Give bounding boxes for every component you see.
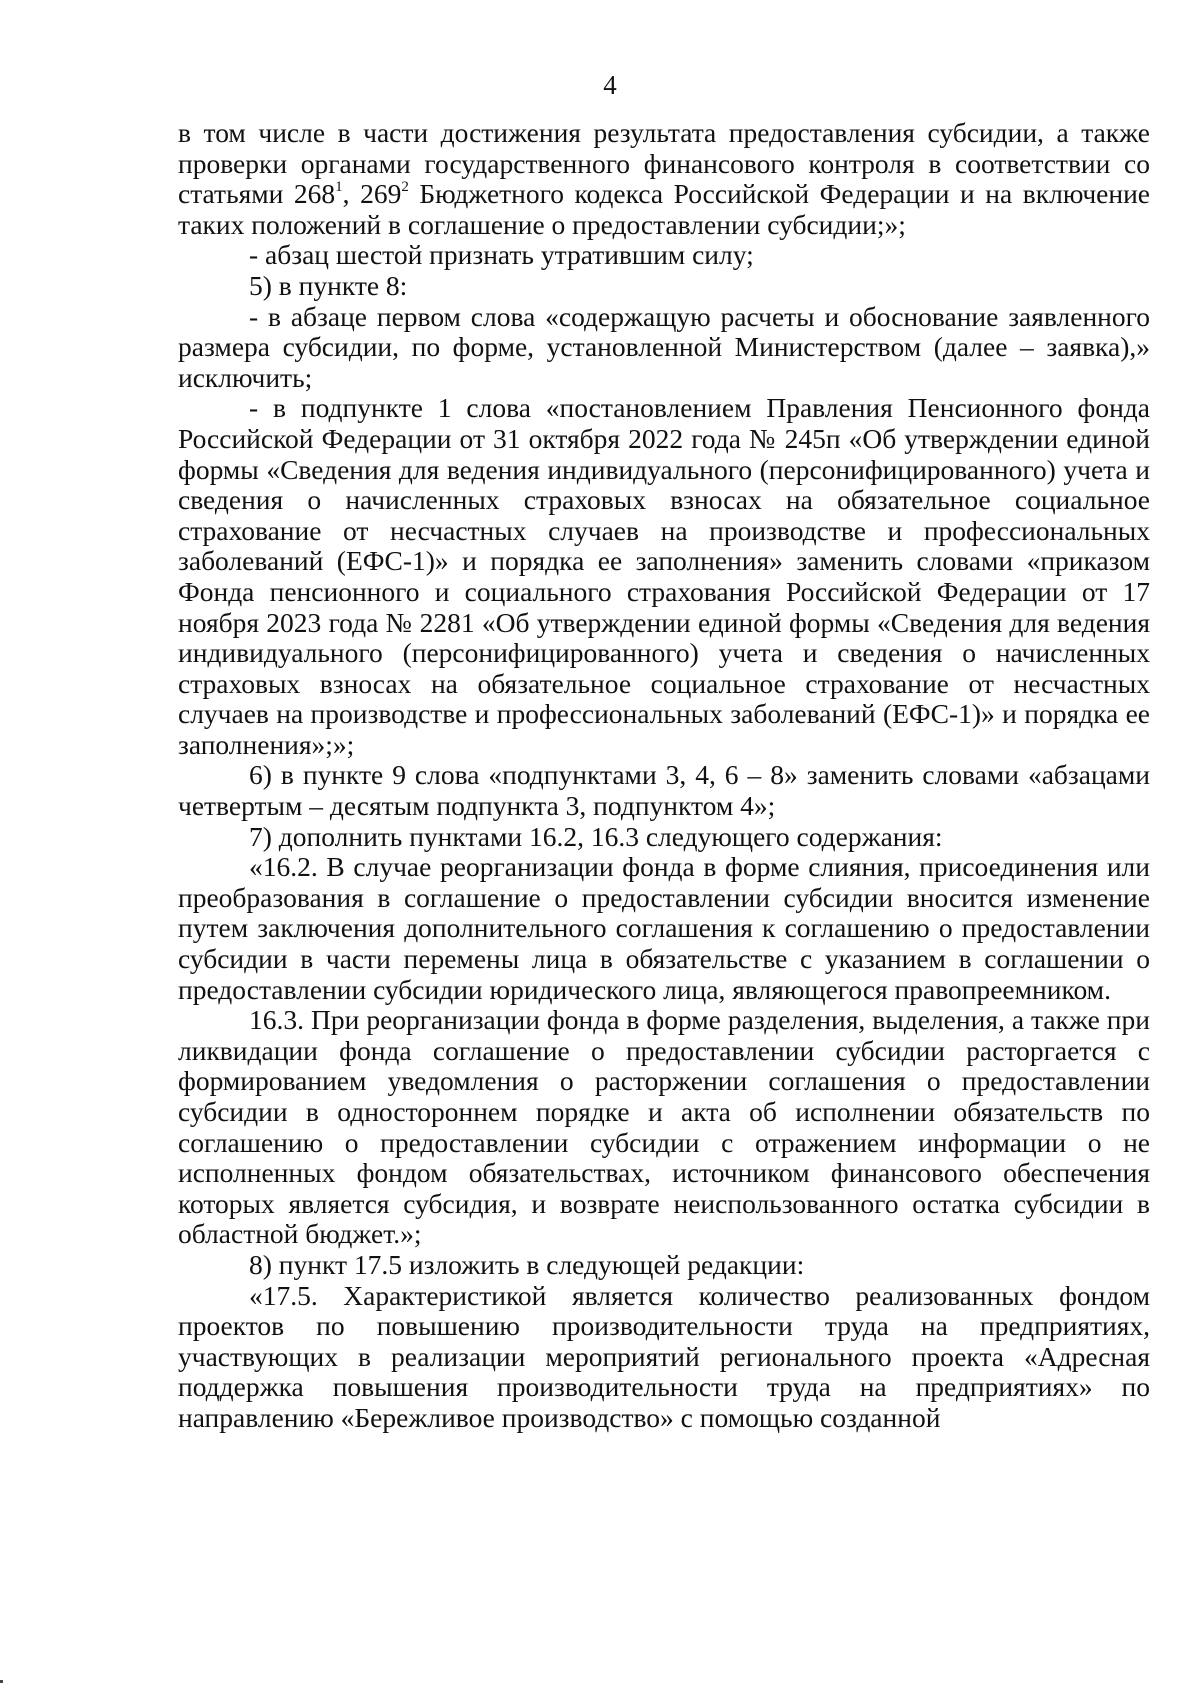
paragraph-abzac-perviy: - в абзаце первом слова «содержащую расчеты и обоснование заявленного размера субсидии, по форме, установленной Министерством (далее – заявка),» исключить; [178,300,1150,393]
paragraph-17-5: «17.5. Характеристикой является количество реализованных фондом проектов по повышению производительности труда на предприятиях, участвующих в реализации мероприятий регионального проекта «Адресная поддержка повышения производительности труда на предприятиях» по направлению «Бережливое производство» с помощью созданной [178,1279,1150,1433]
page-number: 4 [603,70,617,100]
paragraph-podpunkt-1: - в подпункте 1 слова «постановлением Правления Пенсионного фонда Российской Федерации от 31 октября 2022 года № 245п «Об утверждении единой формы «Сведения для ведения индивидуального (персонифицированного) учета и сведения о начисленных страховых взносах на обязательное социальное страхование от несчастных случаев на производстве и профессиональных заболеваний (ЕФС-1)» и порядка ее заполнения» заменить словами «приказом Фонда пенсионного и социального страхования Российской Федерации от 17 ноября 2023 года № 2281 «Об утверждении единой формы «Сведения для ведения индивидуального (персонифицированного) учета и сведения о начисленных страховых взносах на обязательное социальное страхование от несчастных случаев на производстве и профессиональных заболеваний (ЕФС-1)» и порядка ее заполнения»;»; [178,392,1150,760]
paragraph-punkt-7-addition: 7) дополнить пунктами 16.2, 16.3 следующего содержания: [249,820,943,852]
scan-artifact [0,1680,3,1683]
paragraph-16-2: «16.2. В случае реорганизации фонда в форме слияния, присоединения или преобразования в соглашение о предоставлении субсидии вносится изменение путем заключения дополнительного соглашения к соглашению о предоставлении субсидии в части перемены лица в обязательстве с указанием в соглашении о предоставлении субсидии юридического лица, являющегося правопреемником. [178,851,1150,1005]
paragraph-subsidy-control-end: Бюджетного кодекса Российской Федерации и на включение таких положений в соглашение о предоставлении субсидии;»; [178,178,1151,240]
paragraph-16-3: 16.3. При реорганизации фонда в форме разделения, выделения, а также при ликвидации фонда соглашение о предоставлении субсидии расторгается с формированием уведомления о расторжении соглашения о предоставлении субсидии в одностороннем порядке и акта об исполнении обязательств по соглашению о предоставлении субсидии с отражением информации о не исполненных фондом обязательствах, источником финансового обеспечения которых является субсидия, и возврате неиспользованного остатка субсидии в областной бюджет.»; [178,1004,1150,1250]
article-superscript-2: 2 [401,179,409,196]
paragraph-subsidy-control [178,118,1150,240]
paragraph-punkt-8-17-5: 8) пункт 17.5 изложить в следующей редакции: [249,1248,805,1280]
paragraph-abzac-shestoy: - абзац шестой признать утратившим силу; [249,239,754,271]
article-superscript-1: 1 [335,179,343,196]
paragraph-subsidy-control-start: в том числе в части достижения результата предоставления субсидии, а также проверки органами государственного финансового контроля в соответствии со статьями 268 [178,117,1150,210]
paragraph-punkt-8: 5) в пункте 8: [249,269,408,301]
document-body [178,118,1150,1434]
paragraph-punkt-9: 6) в пункте 9 слова «подпунктами 3, 4, 6 – 8» заменить словами «абзацами четвертым – десятым подпункта 3, подпунктом 4»; [178,759,1150,822]
paragraph-subsidy-control-mid: , 269 [342,178,402,210]
